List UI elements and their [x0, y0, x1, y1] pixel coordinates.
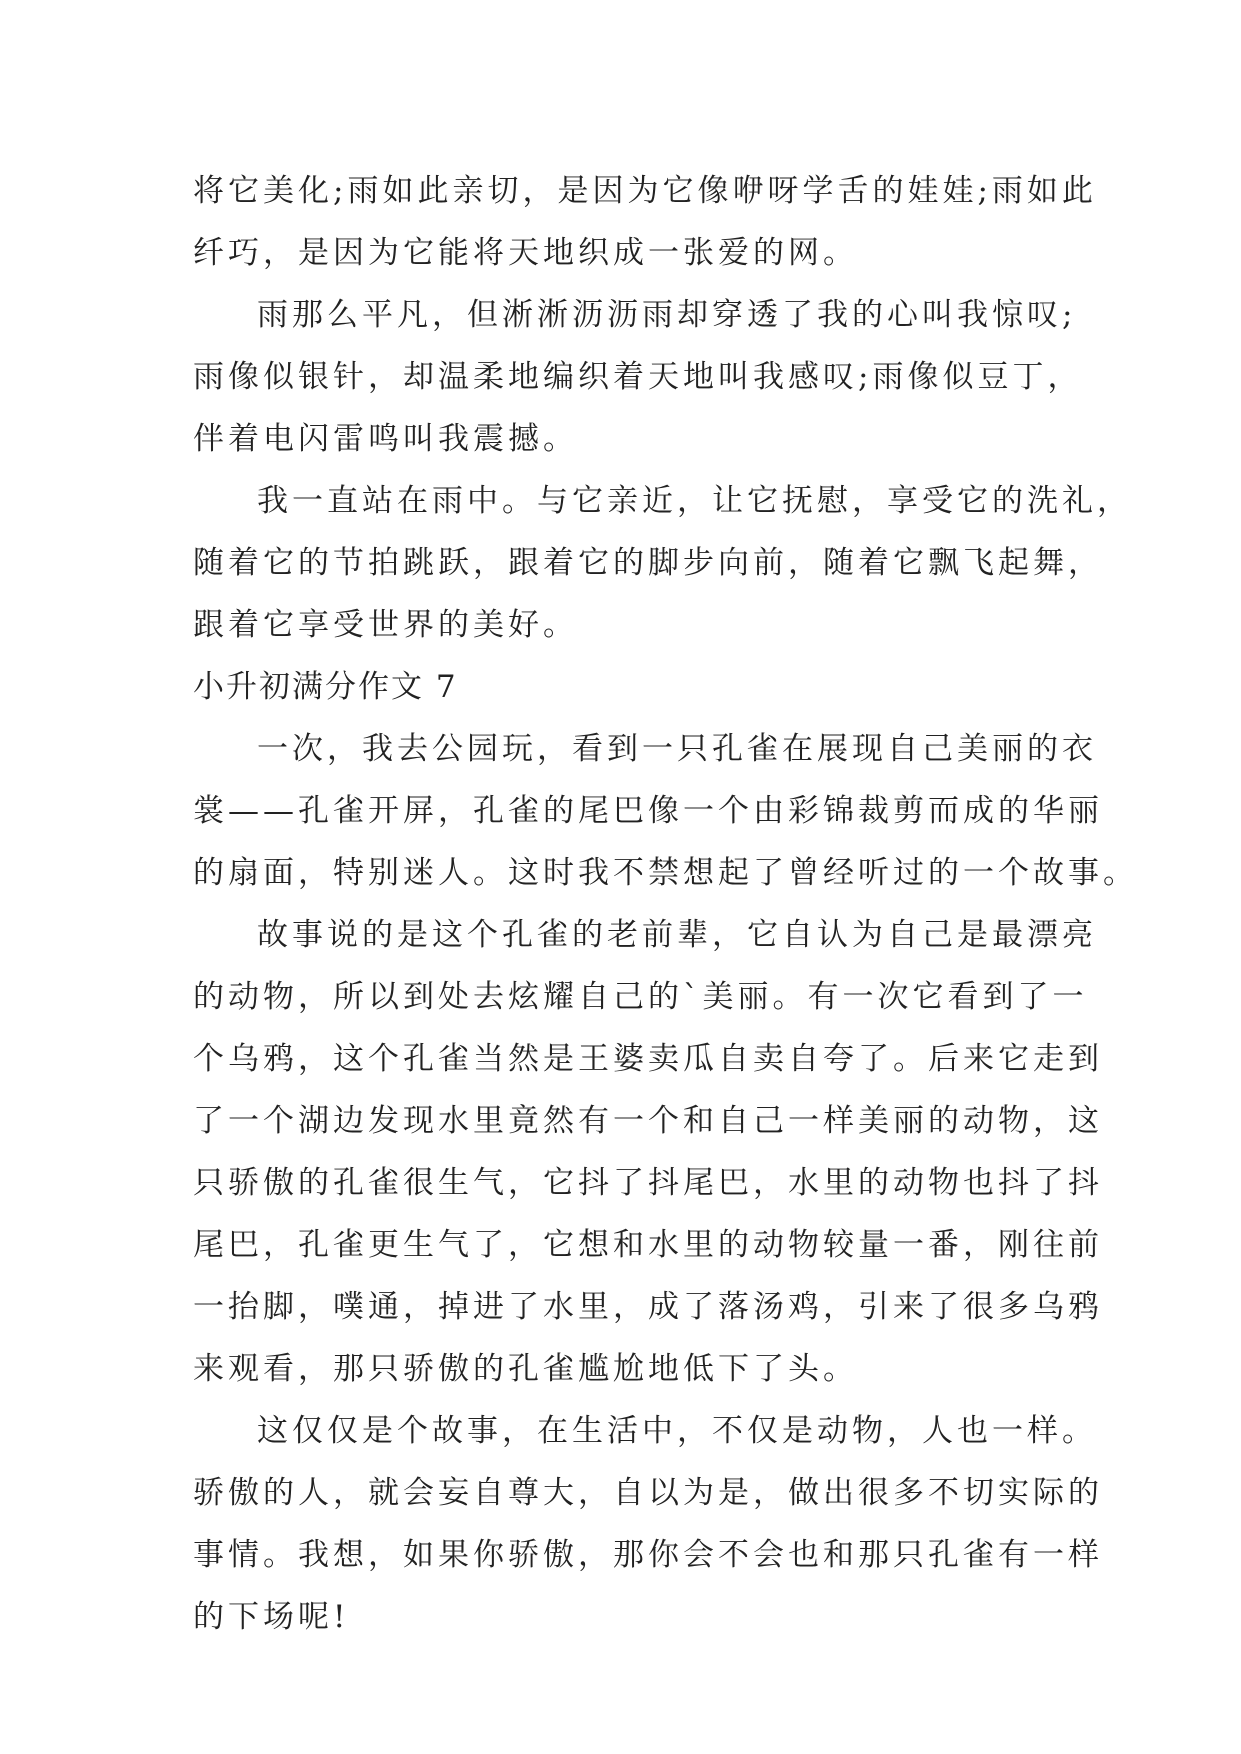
text-line: 这仅仅是个故事，在生活中，不仅是动物，人也一样。: [257, 1413, 1097, 1449]
text-line: 一次，我去公园玩，看到一只孔雀在展现自己美丽的衣: [257, 731, 1097, 767]
text-line: 故事说的是这个孔雀的老前辈，它自认为自己是最漂亮: [257, 917, 1097, 953]
section-heading: [193, 656, 1073, 718]
paragraph: [193, 1400, 1103, 1648]
text-line: 的下场呢!: [193, 1599, 350, 1635]
text-line: 雨像似银针，却温柔地编织着天地叫我感叹;雨像似豆丁，: [193, 359, 1083, 395]
document-body: [193, 160, 1138, 1648]
text-line: 骄傲的人，就会妄自尊大，自以为是，做出很多不切实际的: [193, 1475, 1103, 1511]
text-line: 跟着它享受世界的美好。: [193, 607, 578, 643]
text-line: 只骄傲的孔雀很生气，它抖了抖尾巴，水里的动物也抖了抖: [193, 1165, 1103, 1201]
heading-text: 小升初满分作文 7: [193, 669, 458, 705]
paragraph: [193, 284, 1083, 470]
text-line: 将它美化;雨如此亲切，是因为它像咿呀学舌的娃娃;雨如此: [193, 173, 1097, 209]
text-line: 来观看，那只骄傲的孔雀尴尬地低下了头。: [193, 1351, 858, 1387]
paragraph: [193, 904, 1103, 1400]
text-line: 我一直站在雨中。与它亲近，让它抚慰，享受它的洗礼，: [257, 483, 1132, 519]
text-line: 事情。我想，如果你骄傲，那你会不会也和那只孔雀有一样: [193, 1537, 1103, 1573]
paragraph: [193, 160, 1097, 284]
text-line: 了一个湖边发现水里竟然有一个和自己一样美丽的动物，这: [193, 1103, 1103, 1139]
text-line: 的扇面，特别迷人。这时我不禁想起了曾经听过的一个故事。: [193, 855, 1138, 891]
text-line: 的动物，所以到处去炫耀自己的`美丽。有一次它看到了一: [193, 979, 1088, 1015]
paragraph: [193, 470, 1132, 656]
text-line: 随着它的节拍跳跃，跟着它的脚步向前，随着它飘飞起舞，: [193, 545, 1103, 581]
text-line: 个乌鸦，这个孔雀当然是王婆卖瓜自卖自夸了。后来它走到: [193, 1041, 1103, 1077]
text-line: 裳——孔雀开屏，孔雀的尾巴像一个由彩锦裁剪而成的华丽: [193, 793, 1103, 829]
text-line: 纤巧，是因为它能将天地织成一张爱的网。: [193, 235, 858, 271]
text-line: 雨那么平凡，但淅淅沥沥雨却穿透了我的心叫我惊叹;: [257, 297, 1077, 333]
paragraph: [193, 718, 1138, 904]
text-line: 尾巴，孔雀更生气了，它想和水里的动物较量一番，刚往前: [193, 1227, 1103, 1263]
text-line: 伴着电闪雷鸣叫我震撼。: [193, 421, 578, 457]
text-line: 一抬脚，噗通，掉进了水里，成了落汤鸡，引来了很多乌鸦: [193, 1289, 1103, 1325]
